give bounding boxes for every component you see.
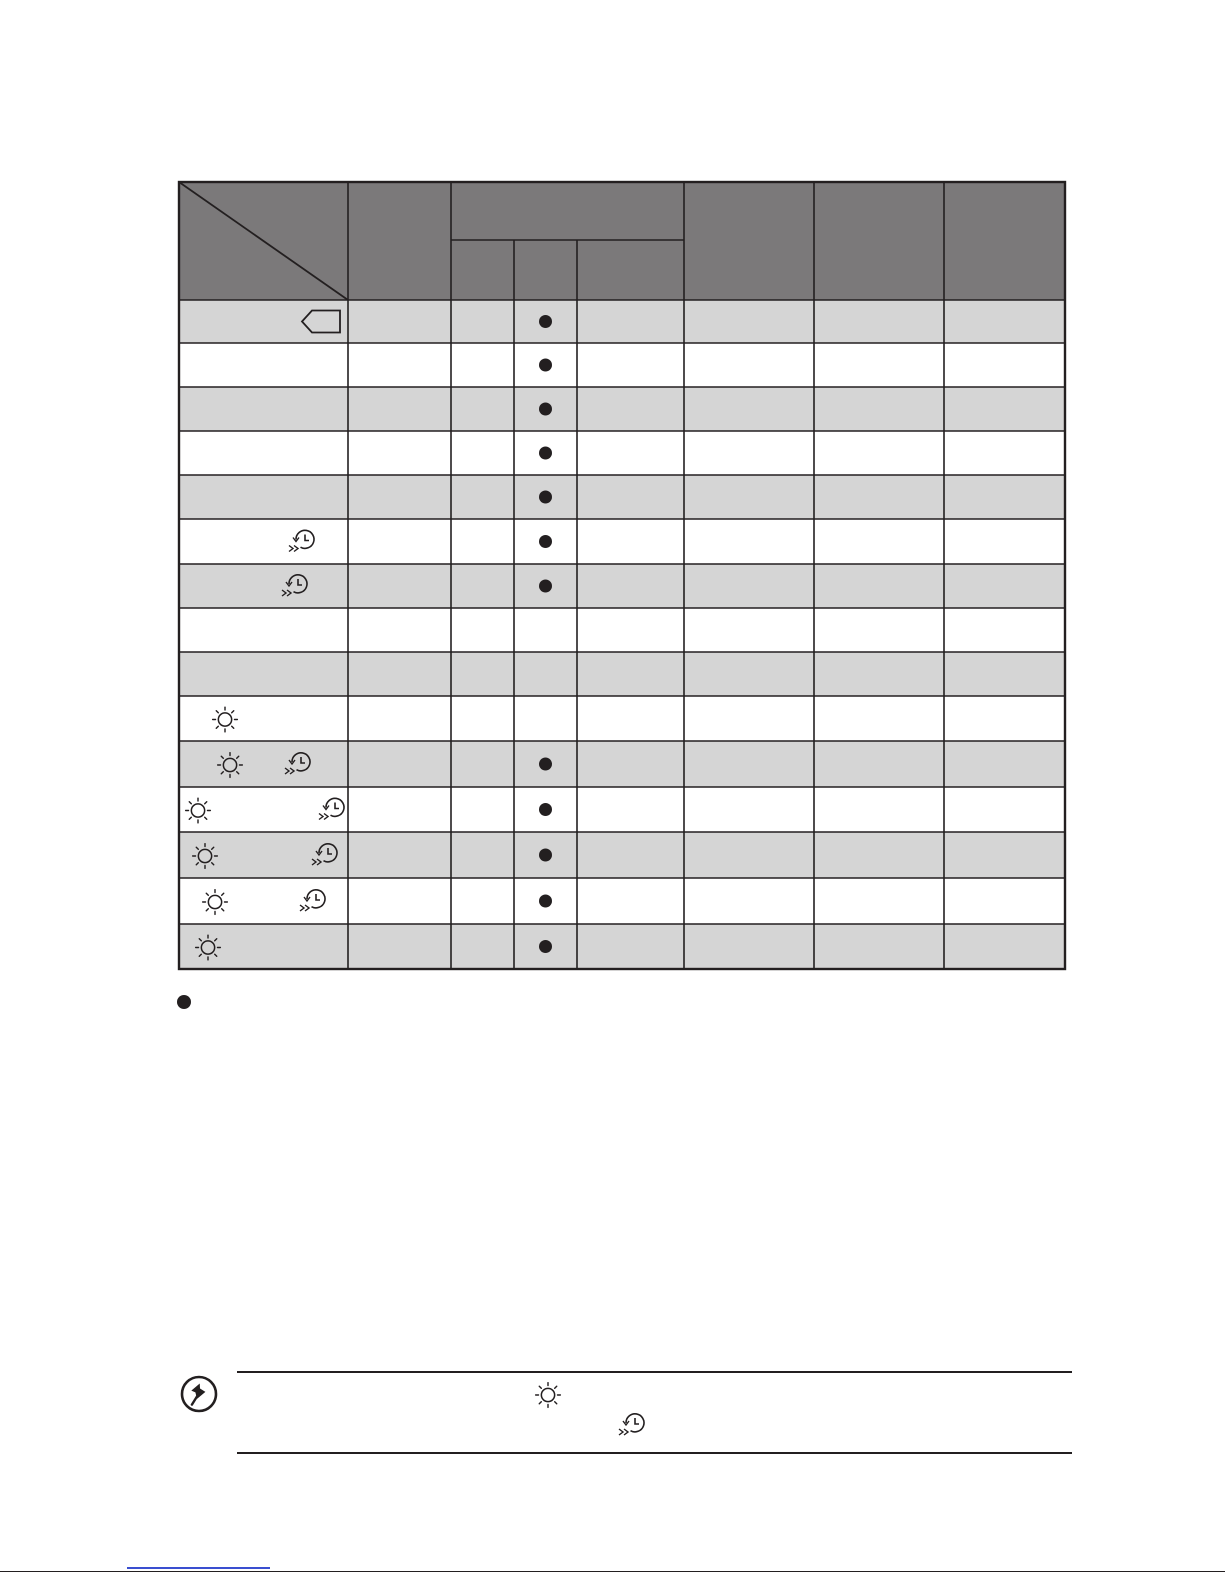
row-background [179,652,1065,696]
row-background [179,431,1065,475]
sun-icon [533,1380,563,1410]
filled-dot-mark [539,447,552,460]
pin-icon [179,1374,219,1414]
table-row [179,696,1065,741]
filled-dot-mark [539,403,552,416]
filled-dot-mark [539,849,552,862]
table-row [179,608,1065,652]
page-footer-rule [0,1571,1225,1572]
row-background [179,878,1065,924]
table-row [179,652,1065,696]
filled-dot-mark [539,940,552,953]
row-background [179,741,1065,787]
filled-dot-mark [539,315,552,328]
row-background [179,519,1065,564]
row-background [179,787,1065,832]
row-background [179,343,1065,387]
filled-dot-mark [539,359,552,372]
filled-dot-mark [539,895,552,908]
table-row [179,300,1065,343]
sun-icon [536,1383,561,1408]
table-row [179,431,1065,475]
delay-timer-icon [615,1411,649,1441]
filled-dot-mark [539,491,552,504]
table-row [179,519,1065,564]
table-row [179,832,1065,878]
row-background [179,300,1065,343]
table-row [179,564,1065,608]
row-background [179,608,1065,652]
filled-dot-mark [539,758,552,771]
footer-link-underline[interactable] [127,1567,270,1569]
table-row [179,787,1065,832]
table-row [179,475,1065,519]
row-background [179,475,1065,519]
row-background [179,832,1065,878]
crop-mark-right [1200,1571,1225,1572]
row-background [179,924,1065,969]
note-bottom-rule [237,1452,1072,1454]
row-background [179,564,1065,608]
table-row [179,387,1065,431]
row-background [179,696,1065,741]
note-top-rule [237,1371,1072,1373]
table-row [179,343,1065,387]
table-row [179,924,1065,969]
table-row [179,878,1065,924]
row-background [179,387,1065,431]
legend-dot-icon [177,995,191,1009]
table-row [179,741,1065,787]
table-header [179,182,1065,300]
filled-dot-mark [539,803,552,816]
crop-mark-left [0,1571,25,1572]
filled-dot-mark [539,535,552,548]
filled-dot-mark [539,580,552,593]
delay-timer-icon [619,1414,644,1435]
